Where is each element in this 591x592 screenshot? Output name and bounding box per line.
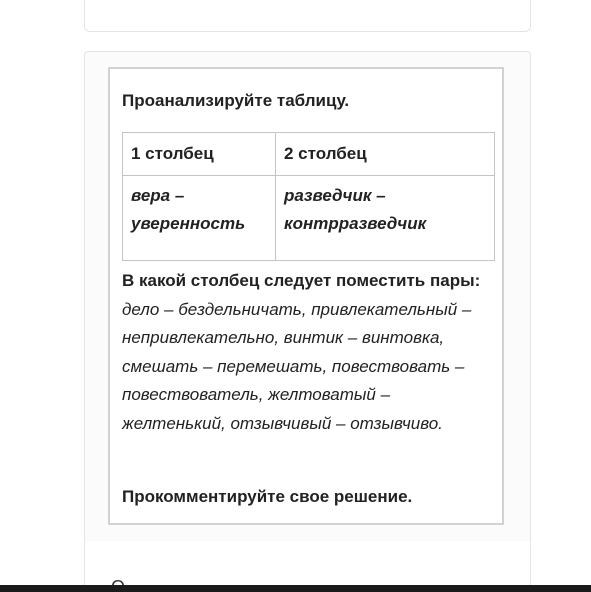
bottom-bar bbox=[0, 585, 591, 592]
question-pairs: дело – бездельничать, привлекательный – непривлекательно, винтик – винтовка, смешать – перемешать, повествовать – повествователь, желтоватый – желтенький, отзывчивый – отзывчиво. bbox=[122, 299, 472, 433]
table-header-row bbox=[123, 133, 495, 176]
column-2-cell bbox=[276, 176, 495, 261]
question-text bbox=[122, 267, 497, 438]
column-2-line-1: разведчик – bbox=[284, 186, 386, 205]
table-row bbox=[123, 176, 495, 261]
previous-card bbox=[84, 0, 531, 32]
pairs-table bbox=[122, 132, 495, 261]
column-1-cell bbox=[123, 176, 276, 261]
column-2-line-2: контрразведчик bbox=[284, 214, 427, 233]
task-title: Проанализируйте таблицу. bbox=[122, 91, 350, 110]
column-1-line-2: уверенность bbox=[131, 214, 246, 233]
column-1-line-1: вера – bbox=[131, 186, 185, 205]
column-header-1: 1 столбец bbox=[123, 133, 276, 176]
column-header-2: 2 столбец bbox=[276, 133, 495, 176]
task-image bbox=[108, 67, 504, 525]
task-footer: Прокомментируйте свое решение. bbox=[122, 487, 413, 506]
question-lead: В какой столбец следует поместить пары: bbox=[122, 271, 481, 290]
